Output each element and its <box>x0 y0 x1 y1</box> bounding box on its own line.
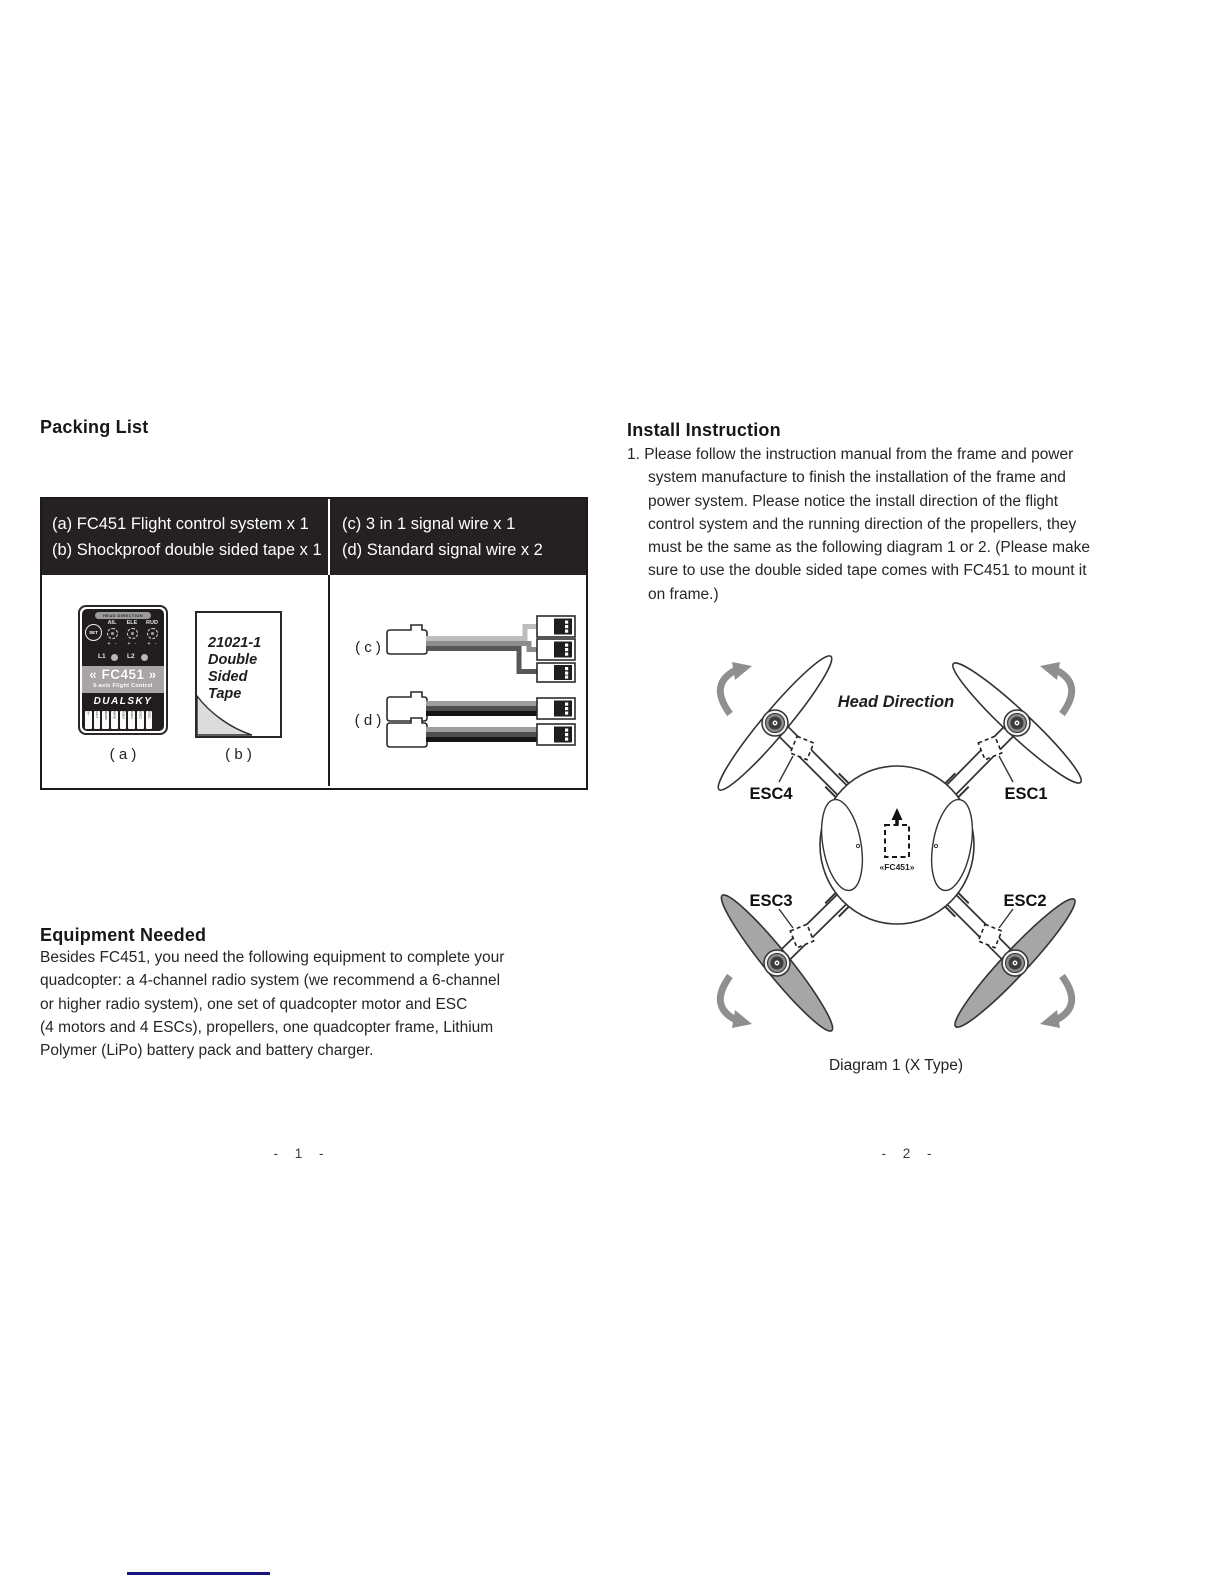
l1-led-icon <box>111 654 118 661</box>
page-number-2: - 2 - <box>881 1146 935 1161</box>
diagram-caption: Diagram 1 (X Type) <box>828 1057 964 1074</box>
packing-item-a: (a) FC451 Flight control system x 1 <box>52 515 309 533</box>
knob-label-ail: AIL <box>107 620 117 626</box>
model-name: « FC451 » <box>89 667 157 682</box>
rud-knob-icon <box>147 628 158 639</box>
wire-c-plug-left <box>387 625 427 654</box>
wire-c-label: ( c ) <box>355 639 381 656</box>
header-divider <box>328 499 330 575</box>
l2-led-icon <box>141 654 148 661</box>
esc1-label: ESC1 <box>1004 785 1048 803</box>
rotation-arrow-front-right <box>1056 670 1072 714</box>
model-banner <box>82 666 164 693</box>
led-label-l2: L2 <box>127 653 135 660</box>
pin: RUDD <box>102 711 109 729</box>
wire-d <box>355 692 575 747</box>
packing-list-title: Packing List <box>40 417 149 437</box>
led-label-l1: L1 <box>98 653 106 660</box>
caption-a: ( a ) <box>109 746 137 763</box>
head-direction-badge: HEAD DIRECTION <box>95 612 151 620</box>
fc451-mount-label: «FC451» <box>879 862 915 872</box>
pin: ESC4 <box>120 711 127 729</box>
polarity-ail: + - <box>107 641 117 647</box>
footer-accent-line <box>127 1572 270 1575</box>
equipment-needed-title: Equipment Needed <box>40 925 207 945</box>
packing-item-d: (d) Standard signal wire x 2 <box>342 541 543 559</box>
packing-header-right <box>342 511 543 563</box>
install-instruction-title: Install Instruction <box>627 420 781 440</box>
ele-knob-icon <box>127 628 138 639</box>
esc4-label: ESC4 <box>749 785 793 803</box>
tape-label: 21021-1 Double Sided Tape <box>208 635 262 702</box>
signal-wires-drawing <box>329 574 586 788</box>
page-number-1: - 1 - <box>273 1146 327 1161</box>
rotation-arrow-rear-left <box>720 976 736 1020</box>
quadcopter-diagram <box>672 642 1120 1050</box>
ail-knob-icon <box>107 628 118 639</box>
packing-header-left <box>52 511 322 563</box>
caption-b: ( b ) <box>225 746 252 763</box>
rotation-arrow-rear-right <box>1056 976 1072 1020</box>
packing-item-b: (b) Shockproof double sided tape x 1 <box>52 541 322 559</box>
pin: ESC1 <box>146 711 153 729</box>
wire-c <box>355 616 575 682</box>
pin: S+- <box>85 711 92 729</box>
equipment-needed-paragraph: Besides FC451, you need the following equipment to complete your quadcopter: a 4-channel radio system (we recommend a 6-channel or higher radio system), one set of quadcopter motor and ESC (4 motors and 4 ESCs), propellers, one quadcopter frame, Lithium Polymer (LiPo) battery pack and battery charger. <box>40 949 505 1060</box>
rotation-arrow-front-left <box>720 670 736 714</box>
wire-c-plugs-right <box>537 616 575 682</box>
pin: ESC2 <box>137 711 144 729</box>
esc2-label: ESC2 <box>1003 892 1047 910</box>
knob-label-ele: ELE <box>126 620 138 626</box>
packing-item-c: (c) 3 in 1 signal wire x 1 <box>342 515 516 533</box>
tape-fold-icon <box>196 695 256 737</box>
tape-drawing <box>195 611 282 738</box>
pin: MATE <box>111 711 118 729</box>
set-button: SET <box>85 624 102 641</box>
esc3-label: ESC3 <box>749 892 793 910</box>
wire-d-label: ( d ) <box>354 712 382 729</box>
knob-label-rud: RUD <box>146 620 158 626</box>
fc451-device-drawing <box>78 605 168 735</box>
packing-table-header <box>42 499 586 575</box>
pin: AIL/T <box>94 711 101 729</box>
polarity-rud: + - <box>147 641 157 647</box>
pin: ESC3 <box>128 711 135 729</box>
pin-row <box>85 711 152 729</box>
polarity-ele: + - <box>127 641 137 647</box>
install-instruction-paragraph: 1. Please follow the instruction manual from the frame and power system manufacture to finish the installation of the frame and power system. Please notice the install direction of the flight control system and the running direction of the propellers, they must be the same as the following diagram 1 or 2. (Please make sure to use the double sided tape comes with FC451 to mount it on frame.) <box>627 446 1090 603</box>
head-direction-label: Head Direction <box>837 693 955 711</box>
model-subtitle: 6-axis Flight Control <box>93 683 153 689</box>
brand-name: DUALSKY <box>93 696 153 707</box>
